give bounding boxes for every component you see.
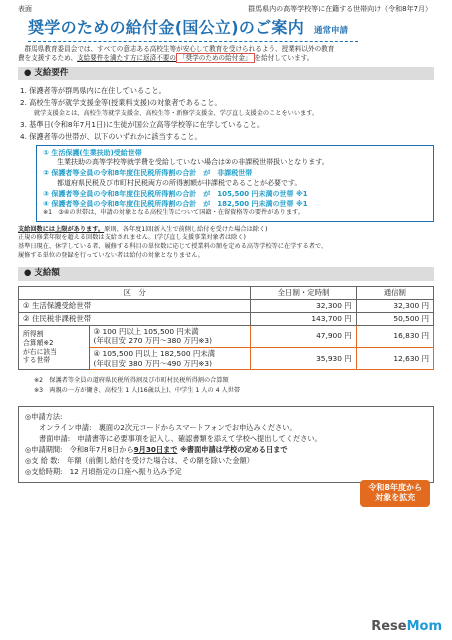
table-header-category: 区 分 [19,286,251,299]
intro-line-1: 群馬県教育委員会では、すべての意志ある高校生等が安心して教育を受けられるよう、授業料以外の教育 [24,45,335,54]
callout-line-2: 対象を拡充 [375,493,416,503]
table-row [19,325,434,347]
footnote-3: ※3 両親の一方が働き、高校生 1 人(16歳以上)、中学生 1 人の 4 人世帯 [34,386,241,394]
conditions-footnote: ※1 ③④の世帯は、申請の対象となる高校生等について国籍・在留資格等の要件があります。 [43,209,304,217]
target-audience: 群馬県内の高等学校等に在籍する世帯向け（令和8年7月） [248,5,432,13]
row-4-label [89,348,251,370]
fine-print-line-3: 基準日現在、休学している者、履修する科目の単位数に応じて授業料の額を定める高等学校等に在学する者で、 [18,243,328,251]
resemom-logo [371,618,442,636]
application-type-label: 通常申請 [314,26,349,37]
intro-line-2d: を給付しています。 [254,53,314,62]
row-3-fulltime: 47,900 円 [251,325,356,347]
fine-print-line-4: 履修する単位の登録を行っていない者は給付の対象となりません。 [18,252,204,260]
pay-time: ◎支給時期: 12 月頃指定の口座へ振り込み予定 [25,467,182,477]
intro-text [18,45,434,63]
amounts-table [18,286,434,370]
table-header-row [19,286,434,299]
condition-4: ④ 保護者等全員の令和8年度住民税所得割の合計 が 182,500 円未満の世帯 ※1 [43,199,308,208]
row-1-correspondence: 32,300 円 [356,299,433,312]
table-row [19,312,434,325]
logo-part-a: Rese [371,619,407,635]
fine-print-limit: 支給回数には上限があります。 [18,225,105,233]
apply-method-label: ◎申請方法: [25,411,63,421]
condition-3: ③ 保護者等全員の令和8年度住民税所得割の合計 が 105,500 円未満の世帯 ※1 [43,190,308,199]
apply-period-note: ※書面申請は学校の定める日まで [177,445,288,455]
title-row [18,17,434,39]
footnote-2: ※2 保護者等全員の道府県民税所得割及び市町村民税所得割の合算額 [34,377,229,385]
table-row [19,299,434,312]
row-2-label: ② 住民税非課税世帯 [19,312,251,325]
row-3-income-estimate: (年収目安 270 万円～380 万円※3) [93,336,212,346]
condition-2-note: 都道府県民税及び市町村民税両方の所得割額が非課税であることが必要です。 [57,178,302,187]
amount-footnotes [18,376,434,395]
apply-paper: 書面申請: 申請書等に必要事項を記入し、確認書類を添えて学校へ提出してください。 [39,433,322,443]
table-header-fulltime: 全日制・定時制 [251,286,356,299]
apply-online: オンライン申請: 裏面の2次元コードからスマートフォンでお申込みください。 [39,422,297,432]
title-underline [28,41,358,42]
logo-part-b: Mom [406,619,442,635]
apply-period-end: 9月30日まで [133,445,178,455]
row-4-correspondence: 12,630 円 [356,348,433,370]
pay-count: ◎支 給 数: 年額（前側し給付を受けた場合は、その額を除いた金額） [25,456,254,466]
intro-line-2b: 支給要件を満たす方に返済不要の [77,53,176,62]
requirement-3: 3. 基準日(令和8年7月1日)に生徒が国公立高等学校等に在学していること。 [20,120,265,130]
row-1-fulltime: 32,300 円 [251,299,356,312]
page-title: 奨学のための給付金(国公立)のご案内 [28,18,305,38]
callout-line-1: 令和8年度から [368,483,422,492]
requirement-4: 4. 保護者等の世帯が、以下のいずれかに該当すること。 [20,131,202,141]
requirement-2: 2. 高校生等が就学支援金等(授業料支援)の対象者であること。 [20,98,222,107]
income-group-label: 所得割 合算額※2 が右に該当 する世帯 [19,325,90,370]
fine-print-line-1: 原則、各年度1回(新入生で前側し給付を受けた場合は除く) [104,225,268,233]
row-3-range: ③ 100 円以上 105,500 円未満 [93,326,199,336]
side-label: 表面 [18,5,32,13]
requirement-1: 1. 保護者等が群馬県内に在住していること。 [20,86,166,96]
expansion-callout [360,480,430,507]
row-2-fulltime: 143,700 円 [251,312,356,325]
condition-2: ② 保護者等全員の令和8年度住民税所得割の合計 が 非課税世帯 [43,169,253,178]
fine-print-line-2: 正規の修業年限を超える回数は支給されません。(学び直し支援事業対象者は除く) [18,234,246,242]
household-conditions-box [36,145,434,222]
condition-1-note: 生業扶助の高等学校等就学費を受給していない場合は②の非課税世帯扱いとなります。 [57,157,329,166]
apply-period [25,444,427,455]
row-1-label: ① 生活保護受給世帯 [19,299,251,312]
row-4-income-estimate: (年収目安 380 万円～490 万円※3) [93,358,212,368]
row-4-range: ④ 105,500 円以上 182,500 円未満 [93,349,216,359]
table-header-correspondence: 通信制 [356,286,433,299]
amounts-heading: ● 支給額 [18,267,434,280]
apply-period-start: ◎申請期間: 令和8年7月8日から [25,445,134,455]
intro-program-name: 「奨学のための給付金」 [176,53,255,63]
row-4-fulltime: 35,930 円 [251,348,356,370]
fine-print [18,226,434,262]
row-3-correspondence: 16,830 円 [356,325,433,347]
intro-line-2a: 費を支援するため、 [18,53,78,62]
application-info-box [18,406,434,483]
requirement-2-note: 就学支援金とは、高校生等就学支援金、高校生等・新修学支援金、学び直し支援金のことをいいます。 [34,109,319,117]
row-3-label [89,325,251,347]
requirements-list [18,86,434,261]
header-line [18,0,434,14]
requirements-heading: ● 支給要件 [18,67,434,80]
condition-1: ① 生活保護(生業扶助)受給世帯 [43,148,142,157]
row-2-correspondence: 50,500 円 [356,312,433,325]
